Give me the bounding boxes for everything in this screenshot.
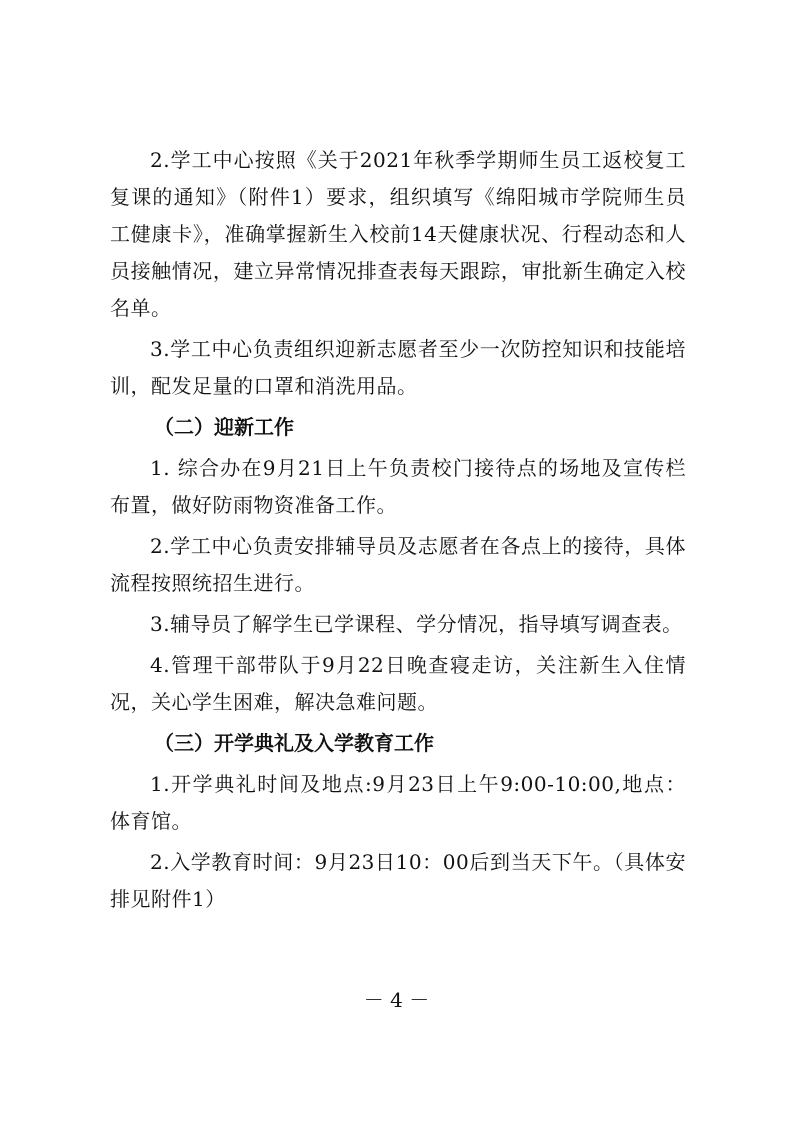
paragraph-health-card: 2.学工中心按照《关于2021年秋季学期师生员工返校复工复课的通知》（附件1）要求，组织填写《绵阳城市学院师生员工健康卡》，准确掌握新生入校前14天健康状况、行程动态和人员接触情况，建立异常情况排查表每天跟踪，审批新生确定入校名单。 [110, 148, 686, 320]
paragraph-ceremony-time: 1.开学典礼时间及地点:9月23日上午9:00-10:00,地点：体育馆。 [110, 772, 686, 833]
paragraph-volunteer-training: 3.学工中心负责组织迎新志愿者至少一次防控知识和技能培训，配发足量的口罩和消洗用品。 [110, 337, 686, 398]
document-body [110, 142, 686, 922]
page-number: － 4 － [363, 988, 430, 1012]
paragraph-course-survey: 3.辅导员了解学生已学课程、学分情况，指导填写调查表。 [150, 612, 683, 636]
section-heading-ceremony: （三）开学典礼及入学教育工作 [154, 731, 434, 755]
paragraph-gate-reception: 1. 综合办在9月21日上午负责校门接待点的场地及宣传栏布置，做好防雨物资准备工作。 [110, 456, 686, 517]
paragraph-counselor-reception: 2.学工中心负责安排辅导员及志愿者在各点上的接待，具体流程按照统招生进行。 [110, 534, 686, 595]
paragraph-dorm-visit: 4.管理干部带队于9月22日晚查寝走访，关注新生入住情况，关心学生困难，解决急难问题。 [110, 653, 686, 714]
section-heading-welcome: （二）迎新工作 [154, 415, 294, 439]
paragraph-orientation-time: 2.入学教育时间：9月23日10：00后到当天下午。（具体安排见附件1） [110, 850, 686, 911]
